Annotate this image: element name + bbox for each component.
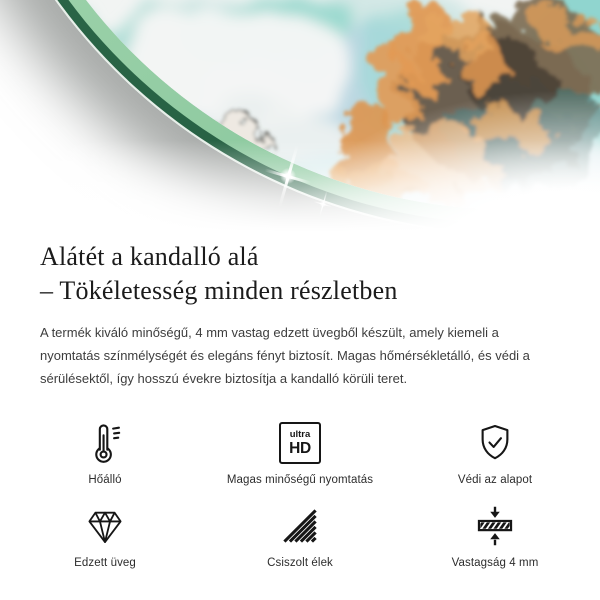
feature-protects-base [430, 420, 560, 486]
thermometer-icon [82, 420, 128, 466]
product-image [0, 0, 600, 234]
glass-panel [0, 0, 600, 234]
feature-label: Védi az alapot [457, 474, 533, 486]
feature-label: Csiszolt élek [267, 557, 333, 569]
ultra-hd-icon: ultra HD [279, 420, 321, 466]
page-title-line1: Alátét a kandalló alá [40, 242, 259, 271]
shield-check-icon [473, 420, 517, 466]
feature-grid [40, 420, 560, 569]
feature-label: Vastagság 4 mm [451, 557, 539, 569]
feature-label: Edzett üveg [74, 557, 136, 569]
feature-tempered-glass [40, 503, 170, 569]
glass-edge [0, 0, 600, 233]
feature-heat-resistant [40, 420, 170, 486]
beveled-edge-icon [278, 503, 322, 549]
page-title-line2: – Tökéletesség minden részletben [40, 276, 398, 305]
feature-label: Magas minőségű nyomtatás [226, 474, 374, 486]
page-title [40, 240, 560, 308]
feature-print-quality [170, 420, 430, 486]
thickness-icon [473, 503, 517, 549]
diamond-icon [83, 503, 127, 549]
product-info-section [0, 240, 600, 390]
feature-thickness [430, 503, 560, 569]
feature-label: Hőálló [88, 474, 122, 486]
feature-polished-edges [170, 503, 430, 569]
product-description: A termék kiváló minőségű, 4 mm vastag edzett üvegből készült, amely kiemeli a nyomtatás színmélységét és elegáns fényt biztosít. Magas hőmérsékletálló, és védi a sérülésektől, így hosszú évekre biztosítja a kandalló körüli teret. [40, 325, 530, 386]
